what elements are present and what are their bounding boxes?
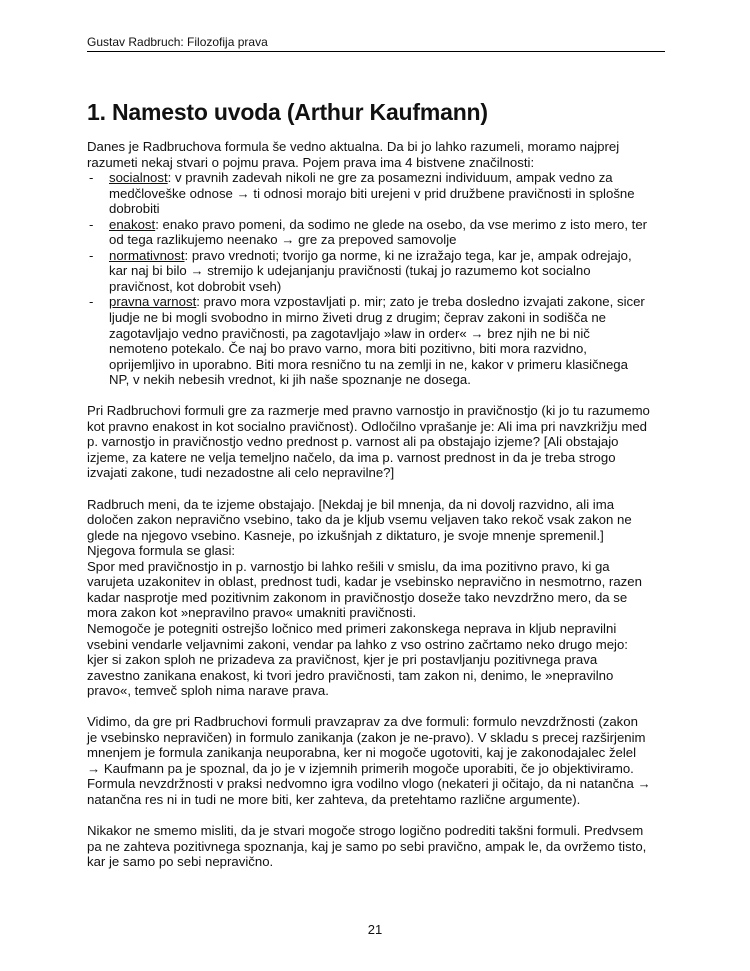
paragraph-spacer: [87, 808, 677, 824]
paragraph: [87, 823, 677, 870]
list-item: [87, 248, 677, 295]
running-header: Gustav Radbruch: Filozofija prava: [87, 35, 665, 52]
text-line: p. varnostjo in pravičnostjo vedno prednost p. varnost ali pa obstajajo izjeme? [Ali obstajajo: [87, 434, 619, 450]
document-body: [87, 139, 677, 870]
paragraph: [87, 497, 677, 699]
text-line: natančna res ni in tudi ne more biti, ker zahteva, da pretehtamo različne argumente).: [87, 791, 581, 807]
text-line: določen zakon nepravično vsebino, tako da je kljub vsemu veljaven tako rekoč vsak zakon ne: [87, 512, 632, 528]
text-line: pravičnost, kot dobrobit vseh): [109, 278, 282, 294]
paragraph: [87, 403, 677, 481]
text-line: Spor med pravičnostjo in p. varnostjo bi lahko rešili v smislu, da ima pozitivno pravo, ki ga: [87, 558, 610, 574]
text-line: : pravo vrednoti; tvorijo ga norme, ki ne izražajo tega, kar je, ampak odrejajo,: [184, 247, 632, 263]
text-line: nemoteno potekalo. Če naj bo pravo varno, mora biti pozitivno, biti mora razvidno,: [109, 341, 587, 357]
text-line: Formula nevzdržnosti v praksi nedvomno igra vodilno vlogo (nekateri ji očitajo, da ni natančna →: [87, 776, 651, 792]
text-line: mora zakon kot »nepravilno pravo« umakniti pravičnosti.: [87, 605, 417, 621]
characteristics-list: [87, 170, 677, 388]
text-line: izvajati zakone, tudi nezadostne ali celo nepravilne?]: [87, 465, 395, 481]
text-line: Danes je Radbruchova formula še vedno aktualna. Da bi jo lahko razumeli, moramo najprej: [87, 139, 620, 154]
text-line: glede na njegovo vsebino. Kasneje, po izkušnjah z diktaturo, je svoje mnenje spremenil.]: [87, 527, 604, 543]
text-line: vsebini vendarle veljavnimi zakoni, vendar pa lahko z vso ostrino začrtamo neko drugo mejo:: [87, 636, 628, 652]
text-line: oprijemljivo in uporabno. Biti mora resnično tu na zemlji in ne, kakor v primeru klasičnega: [109, 356, 628, 372]
chapter-title: 1. Namesto uvoda (Arthur Kaufmann): [87, 99, 488, 125]
text-line: je vsebinsko nepravičen) in formulo zanikanja (zakon je ne-pravo). V skladu s precej razširjenim: [87, 729, 646, 745]
list-item: [87, 294, 677, 387]
text-line: mnenjem je formula zanikanja neuporabna, ker ni mogoče ugotoviti, kaj je zakonodajalec želel: [87, 745, 637, 761]
intro-paragraph: [87, 139, 677, 170]
list-marker: -: [89, 247, 94, 263]
text-line: razumeti nekaj stvari o pojmu prava. Pojem prava ima 4 bistvene značilnosti:: [87, 154, 535, 170]
text-line: ljudje ne bi mogli svobodno in mirno živeti drug z drugim; čeprav zakoni in sodišča ne: [109, 310, 606, 326]
text-line: Vidimo, da gre pri Radbruchovi formuli pravzaprav za dve formuli: formulo nevzdržnosti (zakon: [87, 714, 638, 730]
text-line: → Kaufmann pa je spoznal, da jo je v izjemnih primerih mogoče uporabiti, če jo objektiviramo.: [87, 760, 634, 776]
text-line: zagotavljajo vedno pravičnosti, pa zagotavljajo »law in order« → brez njih ne bi nič: [109, 325, 590, 341]
list-marker: -: [89, 294, 94, 310]
paragraph-spacer: [87, 481, 677, 497]
paragraph-spacer: [87, 699, 677, 715]
page-number: 21: [367, 922, 383, 937]
text-line: : pravo mora vzpostavljati p. mir; zato je treba dosledno izvajati zakone, sicer: [196, 294, 645, 310]
text-line: varujeta uzakonitev in oblast, prednost tudi, kadar je vsebinsko nepravično in nesmotrno, razen: [87, 574, 642, 590]
list-item: [87, 170, 677, 217]
text-line: Radbruch meni, da te izjeme obstajajo. [Nekdaj je bil mnenja, da ni dovolj razvidno, ali ima: [87, 496, 615, 512]
list-marker: -: [89, 216, 94, 232]
list-marker: -: [89, 170, 94, 186]
list-term: pravna varnost: [109, 294, 197, 310]
text-line: kar je samo po sebi nepravično.: [87, 854, 274, 870]
text-line: pa ne zahteva pozitivnega spoznanja, kaj je samo po sebi pravično, ampak le, da ovržemo tisto,: [87, 838, 647, 854]
text-line: pravo«, temveč sploh nima narave prava.: [87, 683, 329, 699]
text-line: zavestno zanikana enakost, ki tvori jedro pravičnosti, tam zakon ni, denimo, le »nepravilno: [87, 667, 614, 683]
text-line: Nemogoče je potegniti ostrejšo ločnico med primeri zakonskega neprava in kljub nepravilni: [87, 620, 617, 636]
text-line: medčloveške odnose → ti odnosi morajo biti urejeni v prid družbene pravičnosti in splošne: [109, 185, 635, 201]
text-line: od tega razlikujemo neenako → gre za prepoved samovolje: [109, 232, 457, 248]
text-line: izjeme, za katere ne velja temeljno načelo, da ima p. varnost prednost in da je treba strogo: [87, 449, 616, 465]
paragraph: [87, 714, 677, 807]
text-line: Njegova formula se glasi:: [87, 543, 236, 559]
list-term: enakost: [109, 216, 156, 232]
list-term: socialnost: [109, 170, 168, 186]
text-line: Pri Radbruchovi formuli gre za razmerje med pravno varnostjo in pravičnostjo (ki jo tu razumemo: [87, 403, 650, 419]
text-line: : v pravnih zadevah nikoli ne gre za posamezni individuum, ampak vedno za: [167, 170, 613, 186]
list-term: normativnost: [109, 247, 185, 263]
text-line: : enako pravo pomeni, da sodimo ne glede na osebo, da vse merimo z isto mero, ter: [155, 216, 648, 232]
text-line: kar naj bi bilo → stremijo k udejanjanju pravičnosti (tukaj jo razumemo kot socialno: [109, 263, 591, 279]
text-line: kjer si zakon sploh ne prizadeva za pravičnost, kjer je pri postavljanju pozitivnega prava: [87, 652, 598, 668]
text-line: dobrobiti: [109, 201, 160, 217]
text-line: kot pravno enakost in kot socialno pravičnost). Odločilno vprašanje je: Ali ima pri navzkrižju med: [87, 418, 647, 434]
text-line: Nikakor ne smemo misliti, da je stvari mogoče strogo logično podrediti takšni formuli. Predvsem: [87, 823, 644, 839]
text-line: kadar nasprotje med pozitivnim zakonom in pravičnostjo doseže tako nevzdržno mero, da se: [87, 589, 628, 605]
paragraph-spacer: [87, 388, 677, 404]
list-item: [87, 217, 677, 248]
text-line: NP, v nekih nebesih vrednot, ki jih naše spoznanje ne dosega.: [109, 372, 471, 388]
